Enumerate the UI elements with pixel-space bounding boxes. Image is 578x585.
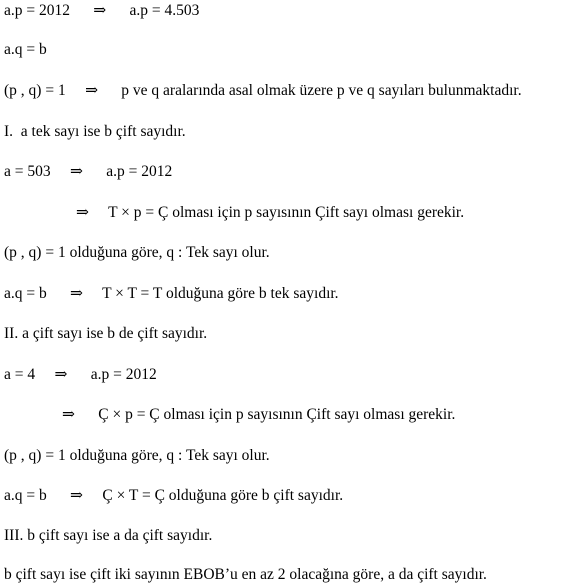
line-case-three-heading: III. b çift sayı ise a da çift sayıdır.: [4, 527, 213, 544]
line-case-three-conclusion: b çift sayı ise çift iki sayının EBOB’u en az 2 olacağına göre, a da çift sayıdır.: [4, 566, 487, 583]
line-premise-aq: a.q = b: [4, 41, 47, 58]
line-case-one-q-odd: (p , q) = 1 olduğuna göre, q : Tek sayı olur.: [4, 244, 270, 261]
line-case-one-conclusion: a.q = b ⇒ T × T = T olduğuna göre b tek sayıdır.: [4, 285, 339, 302]
line-case-one-example: a = 503 ⇒ a.p = 2012: [4, 163, 173, 180]
line-case-two-conclusion: a.q = b ⇒ Ç × T = Ç olduğuna göre b çift sayıdır.: [4, 487, 344, 504]
line-case-two-p-reasoning: ⇒ Ç × p = Ç olması için p sayısının Çift sayı olması gerekir.: [62, 406, 456, 423]
line-case-two-q-odd: (p , q) = 1 olduğuna göre, q : Tek sayı olur.: [4, 447, 270, 464]
line-coprime-statement: (p , q) = 1 ⇒ p ve q aralarında asal olmak üzere p ve q sayıları bulunmaktadır.: [4, 82, 522, 99]
line-case-one-heading: I. a tek sayı ise b çift sayıdır.: [4, 123, 186, 140]
line-case-one-p-reasoning: ⇒ T × p = Ç olması için p sayısının Çift sayı olması gerekir.: [76, 204, 465, 221]
line-case-two-example: a = 4 ⇒ a.p = 2012: [4, 366, 157, 383]
line-premise-ap: a.p = 2012 ⇒ a.p = 4.503: [4, 2, 200, 19]
line-case-two-heading: II. a çift sayı ise b de çift sayıdır.: [4, 325, 208, 342]
